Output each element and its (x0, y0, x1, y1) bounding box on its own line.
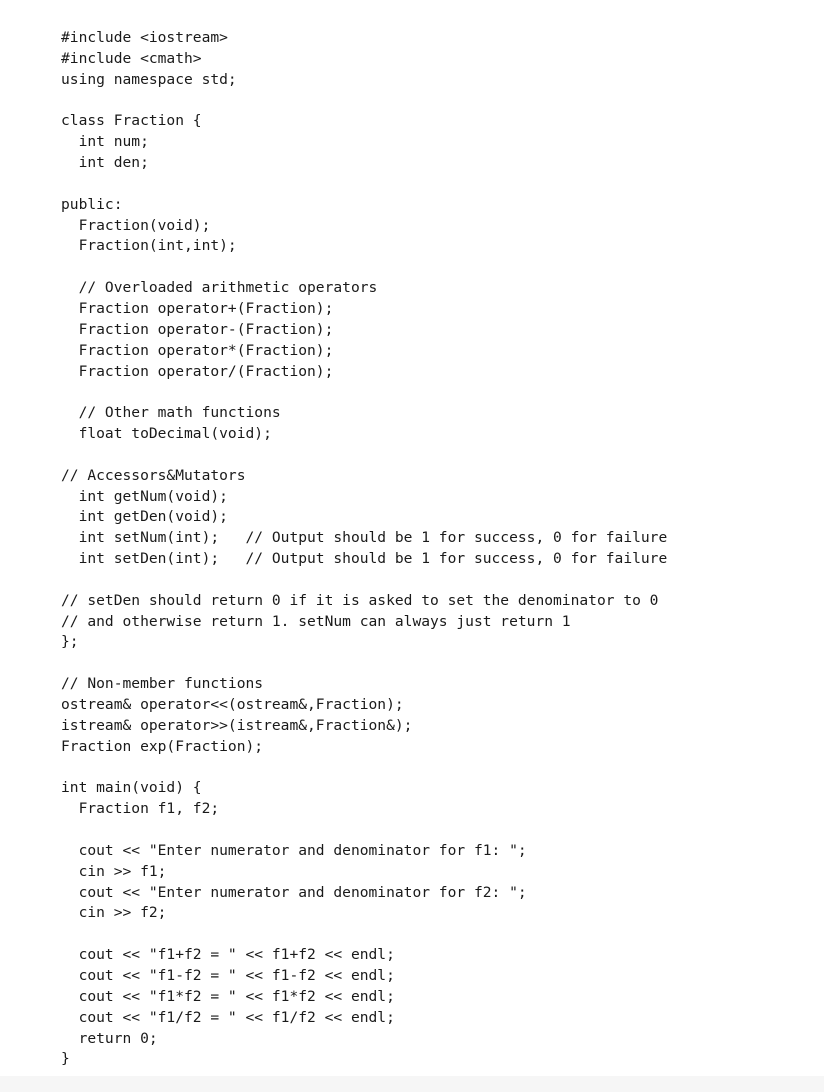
code-line: cin >> f2; (61, 904, 167, 922)
code-line: Fraction(void); (61, 216, 211, 234)
code-line (61, 653, 667, 674)
code-line (61, 174, 667, 195)
code-line: Fraction operator/(Fraction); (61, 362, 334, 380)
code-line: class Fraction { (61, 112, 202, 130)
code-line (61, 758, 667, 779)
code-line: cout << "f1/f2 = " << f1/f2 << endl; (61, 1008, 395, 1026)
code-line: Fraction operator+(Fraction); (61, 299, 334, 317)
code-line (61, 924, 667, 945)
code-line: #include <iostream> (61, 29, 228, 46)
code-line: cout << "f1*f2 = " << f1*f2 << endl; (61, 987, 395, 1005)
code-line: // and otherwise return 1. setNum can always just return 1 (61, 612, 571, 630)
code-line: int main(void) { (61, 779, 202, 797)
code-line: int setNum(int); // Output should be 1 for success, 0 for failure (61, 529, 668, 547)
code-line (61, 257, 667, 278)
code-line: Fraction operator-(Fraction); (61, 320, 334, 338)
bottom-scroll-band (0, 1076, 824, 1092)
code-line: ostream& operator<<(ostream&,Fraction); (61, 696, 404, 713)
code-line: Fraction exp(Fraction); (61, 737, 264, 755)
code-line: // Overloaded arithmetic operators (61, 279, 378, 297)
code-line: Fraction f1, f2; (61, 800, 220, 818)
code-line: Fraction operator*(Fraction); (61, 341, 334, 359)
code-line (61, 445, 667, 466)
code-line: public: (61, 195, 123, 213)
code-line: int setDen(int); // Output should be 1 for success, 0 for failure (61, 550, 668, 568)
code-line: cin >> f1; (61, 862, 167, 880)
code-line: }; (61, 633, 79, 651)
code-line (61, 820, 667, 841)
code-line: int den; (61, 154, 149, 172)
code-line (61, 570, 667, 591)
code-line: using namespace std; (61, 70, 237, 88)
code-line: // setDen should return 0 if it is asked to set the denominator to 0 (61, 591, 659, 609)
code-line: #include <cmath> (61, 49, 202, 67)
code-line: return 0; (61, 1029, 158, 1047)
code-line: // Other math functions (61, 404, 281, 422)
code-line: // Accessors&Mutators (61, 466, 246, 484)
code-line: cout << "Enter numerator and denominator for f1: "; (61, 841, 527, 859)
code-line (61, 382, 667, 403)
code-line: int num; (61, 133, 149, 151)
code-line: int getDen(void); (61, 508, 228, 526)
code-line: Fraction(int,int); (61, 237, 237, 255)
code-line: cout << "f1-f2 = " << f1-f2 << endl; (61, 966, 395, 984)
code-line: istream& operator>>(istream&,Fraction&); (61, 716, 413, 734)
code-line: float toDecimal(void); (61, 425, 272, 443)
code-line: cout << "f1+f2 = " << f1+f2 << endl; (61, 946, 395, 964)
code-line: } (61, 1050, 70, 1068)
code-line (61, 91, 667, 112)
code-listing (61, 28, 667, 1070)
code-line: cout << "Enter numerator and denominator for f2: "; (61, 883, 527, 901)
code-line: // Non-member functions (61, 675, 264, 693)
code-line: int getNum(void); (61, 487, 228, 505)
